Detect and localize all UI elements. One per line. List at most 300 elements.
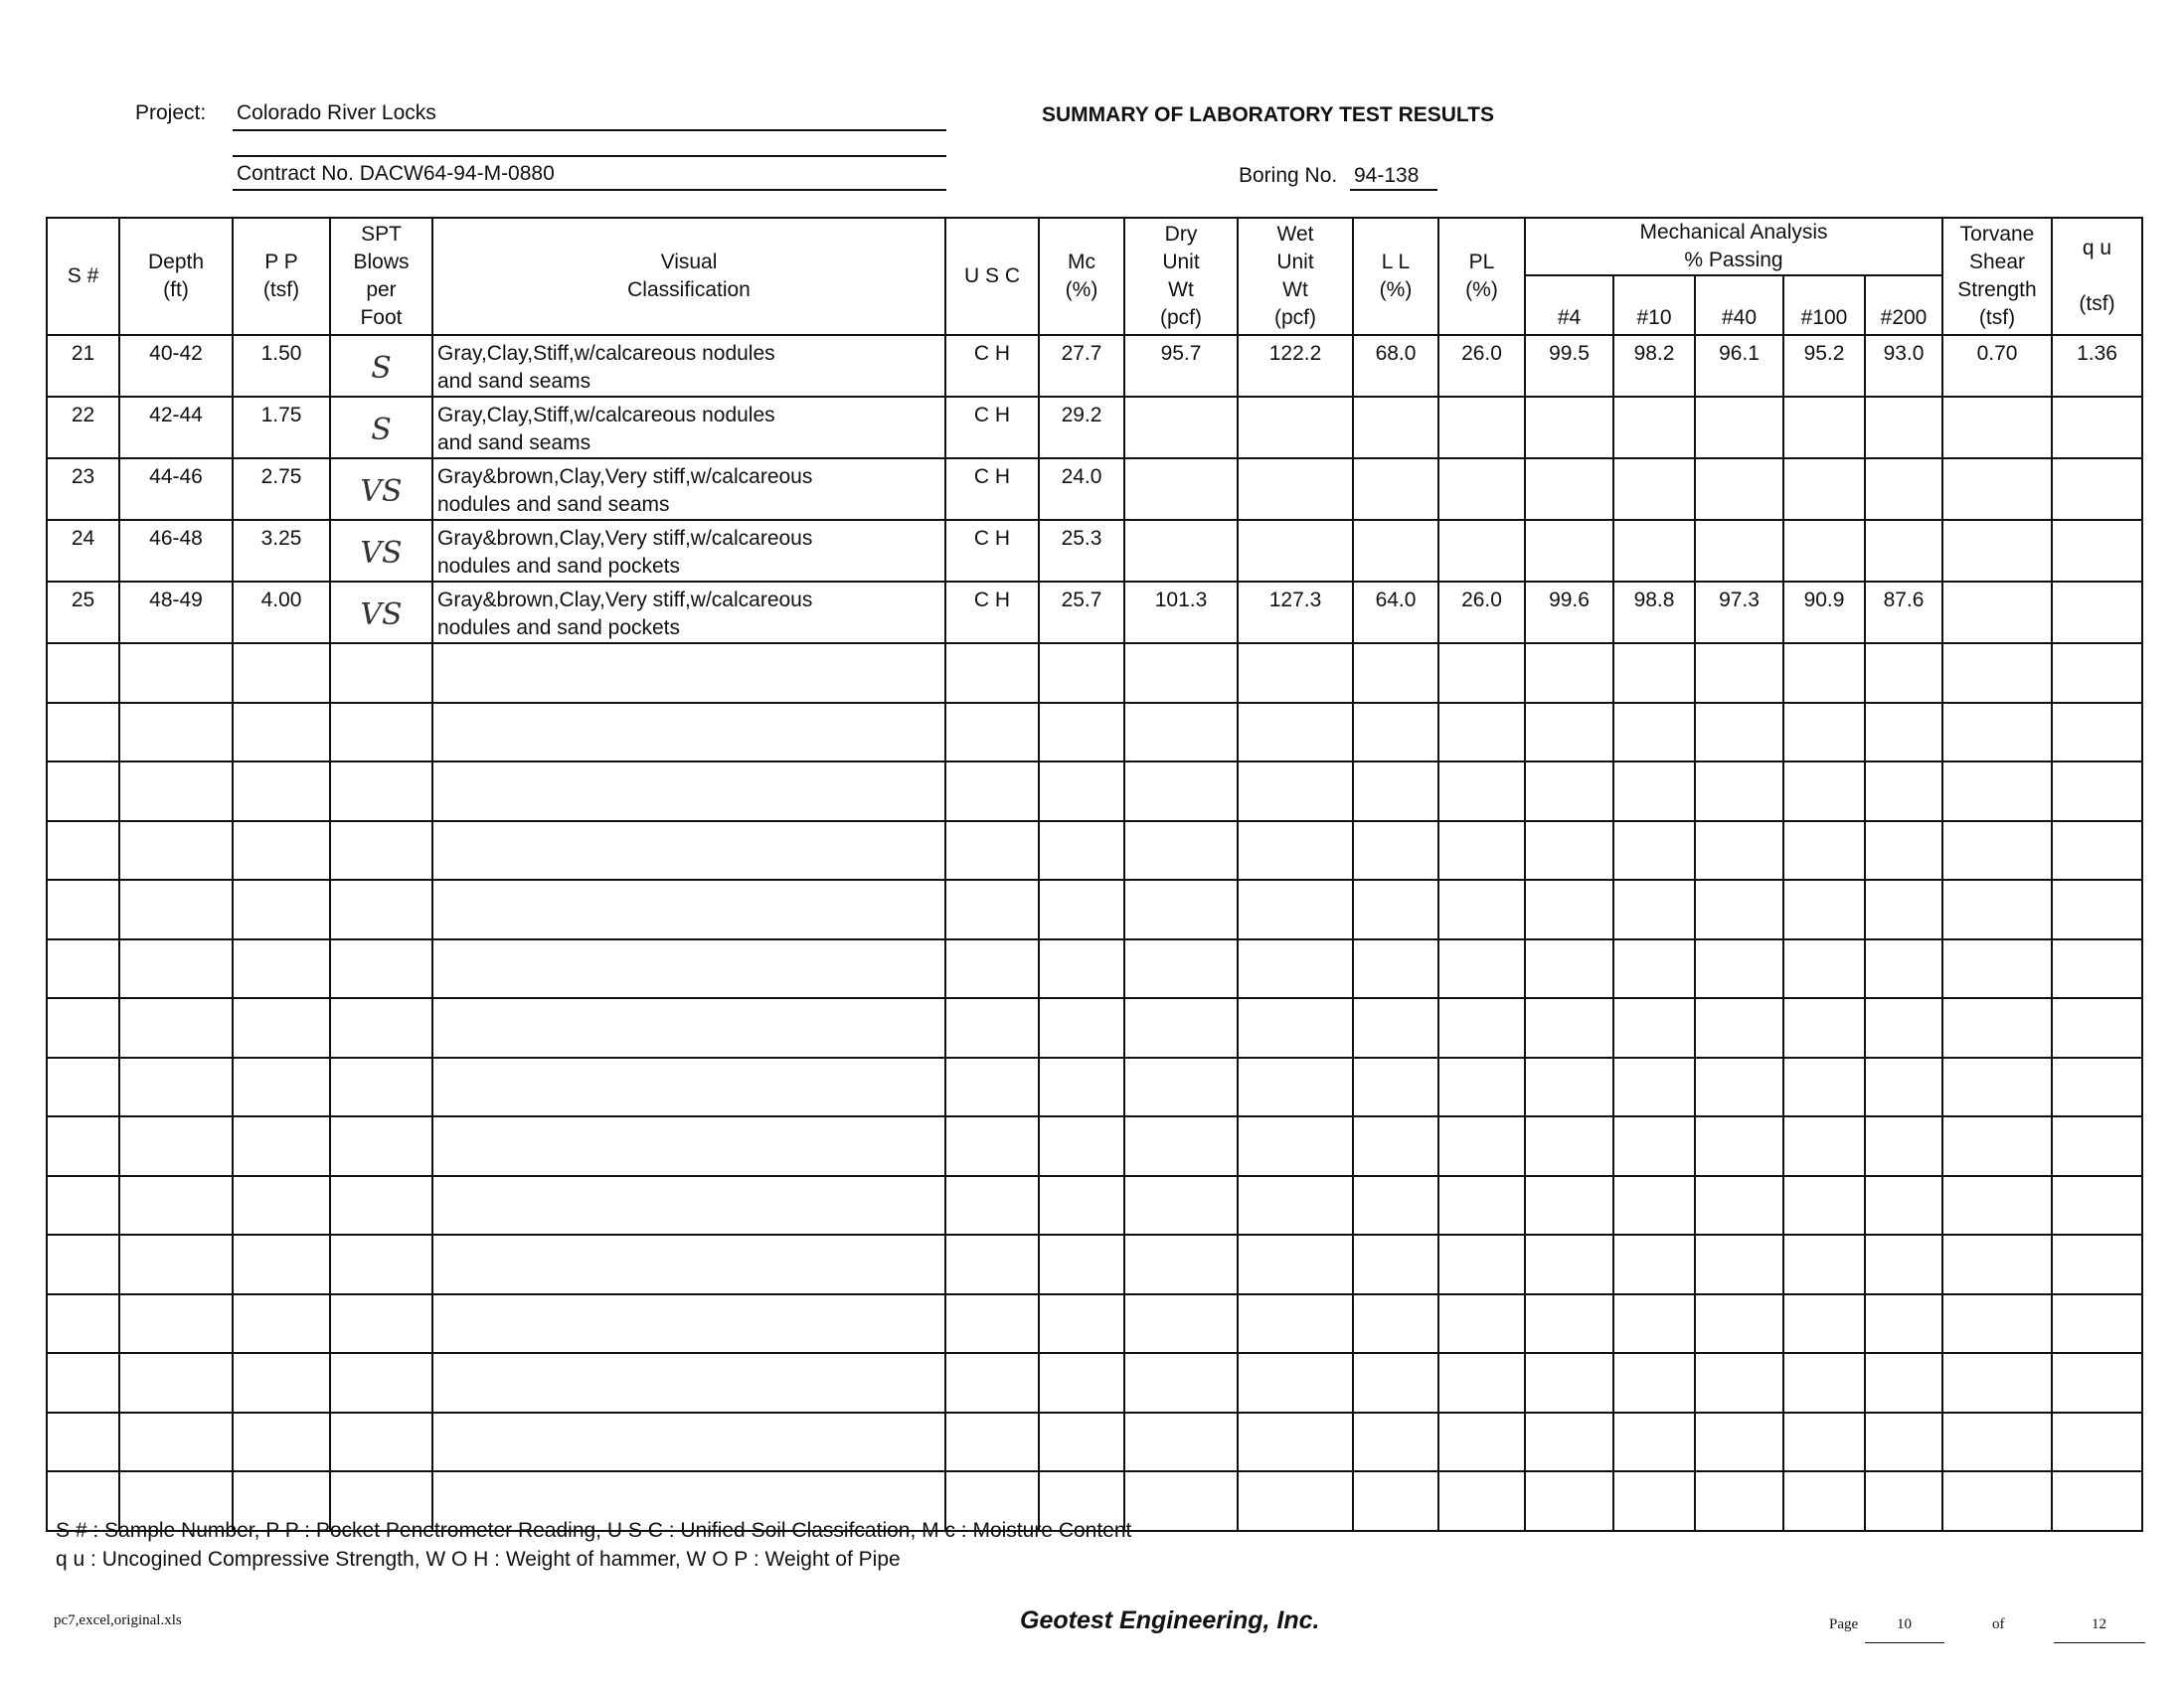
cell-sieve-40 bbox=[1695, 1058, 1783, 1117]
cell-sample bbox=[47, 1235, 119, 1294]
cell-mc bbox=[1039, 1116, 1124, 1176]
cell-qu bbox=[2052, 1471, 2142, 1531]
cell-sieve-10 bbox=[1613, 1294, 1695, 1354]
cell-sieve-100 bbox=[1783, 1471, 1865, 1531]
cell-qu bbox=[2052, 520, 2142, 582]
cell-spt: VS bbox=[330, 458, 432, 520]
cell-usc bbox=[945, 1176, 1039, 1236]
col-wet-l3: Wt bbox=[1282, 278, 1308, 301]
cell-sample bbox=[47, 1413, 119, 1472]
col-header-pp bbox=[233, 218, 330, 335]
visual-line: nodules and sand pockets bbox=[437, 555, 681, 578]
col-torvane-l1: Torvane bbox=[1959, 223, 2035, 246]
cell-sieve-40 bbox=[1695, 1413, 1783, 1472]
cell-sieve-4 bbox=[1525, 1058, 1613, 1117]
cell-sample: 21 bbox=[47, 335, 119, 397]
cell-visual bbox=[432, 1294, 945, 1354]
cell-torvane bbox=[1942, 397, 2052, 458]
col-header-torvane bbox=[1942, 218, 2052, 335]
cell-sieve-40 bbox=[1695, 880, 1783, 939]
table-row bbox=[47, 1058, 2142, 1117]
cell-wet-unit-wt bbox=[1238, 643, 1353, 703]
cell-pp bbox=[233, 703, 330, 762]
cell-sieve-10 bbox=[1613, 821, 1695, 881]
cell-sieve-200 bbox=[1865, 458, 1942, 520]
col-header-sieve-200: #200 bbox=[1865, 275, 1942, 335]
cell-ll bbox=[1353, 397, 1438, 458]
cell-ll bbox=[1353, 761, 1438, 821]
cell-usc bbox=[945, 703, 1039, 762]
cell-mc bbox=[1039, 821, 1124, 881]
cell-pl bbox=[1438, 703, 1525, 762]
cell-torvane bbox=[1942, 880, 2052, 939]
cell-ll: 64.0 bbox=[1353, 582, 1438, 643]
cell-dry-unit-wt bbox=[1124, 1413, 1238, 1472]
cell-wet-unit-wt bbox=[1238, 1235, 1353, 1294]
cell-sieve-100: 95.2 bbox=[1783, 335, 1865, 397]
col-usc-label: U S C bbox=[963, 264, 1020, 287]
cell-qu bbox=[2052, 458, 2142, 520]
cell-sieve-100 bbox=[1783, 761, 1865, 821]
cell-sieve-40: 97.3 bbox=[1695, 582, 1783, 643]
cell-visual bbox=[432, 335, 945, 397]
cell-wet-unit-wt bbox=[1238, 520, 1353, 582]
cell-mc bbox=[1039, 643, 1124, 703]
cell-wet-unit-wt bbox=[1238, 1413, 1353, 1472]
cell-sieve-200 bbox=[1865, 1176, 1942, 1236]
cell-sieve-4 bbox=[1525, 880, 1613, 939]
cell-sieve-100 bbox=[1783, 1294, 1865, 1354]
cell-sieve-100 bbox=[1783, 821, 1865, 881]
cell-qu: 1.36 bbox=[2052, 335, 2142, 397]
cell-usc bbox=[945, 1413, 1039, 1472]
col-header-qu bbox=[2052, 218, 2142, 335]
cell-sieve-40 bbox=[1695, 1176, 1783, 1236]
col-header-wet bbox=[1238, 218, 1353, 335]
cell-sieve-4 bbox=[1525, 1471, 1613, 1531]
cell-pp: 1.75 bbox=[233, 397, 330, 458]
cell-sieve-10 bbox=[1613, 1235, 1695, 1294]
cell-sieve-4 bbox=[1525, 939, 1613, 999]
cell-qu bbox=[2052, 1294, 2142, 1354]
cell-mc bbox=[1039, 1058, 1124, 1117]
col-ll-label: L L bbox=[1381, 251, 1411, 273]
cell-torvane bbox=[1942, 1058, 2052, 1117]
cell-usc bbox=[945, 761, 1039, 821]
cell-dry-unit-wt bbox=[1124, 1176, 1238, 1236]
cell-dry-unit-wt bbox=[1124, 939, 1238, 999]
cell-sieve-200 bbox=[1865, 1353, 1942, 1413]
cell-spt bbox=[330, 939, 432, 999]
cell-dry-unit-wt bbox=[1124, 397, 1238, 458]
cell-qu bbox=[2052, 939, 2142, 999]
legend-line-2: q u : Uncogined Compressive Strength, W O H : Weight of hammer, W O P : Weight of Pipe bbox=[56, 1548, 901, 1571]
cell-sieve-100 bbox=[1783, 520, 1865, 582]
cell-sieve-10 bbox=[1613, 1176, 1695, 1236]
cell-visual bbox=[432, 1353, 945, 1413]
cell-visual bbox=[432, 703, 945, 762]
visual-line: and sand seams bbox=[437, 431, 591, 454]
cell-pp bbox=[233, 643, 330, 703]
cell-pp: 4.00 bbox=[233, 582, 330, 643]
cell-sieve-200: 93.0 bbox=[1865, 335, 1942, 397]
col-torvane-l3: Strength bbox=[1957, 278, 2037, 301]
cell-wet-unit-wt bbox=[1238, 397, 1353, 458]
cell-sieve-40 bbox=[1695, 397, 1783, 458]
cell-pl bbox=[1438, 397, 1525, 458]
cell-sieve-10 bbox=[1613, 1471, 1695, 1531]
visual-line: Gray,Clay,Stiff,w/calcareous nodules bbox=[437, 342, 775, 365]
cell-pp bbox=[233, 821, 330, 881]
cell-wet-unit-wt: 122.2 bbox=[1238, 335, 1353, 397]
cell-sieve-4 bbox=[1525, 1176, 1613, 1236]
cell-qu bbox=[2052, 1353, 2142, 1413]
cell-depth: 42-44 bbox=[119, 397, 233, 458]
cell-spt bbox=[330, 1235, 432, 1294]
cell-sieve-100 bbox=[1783, 939, 1865, 999]
cell-qu bbox=[2052, 1235, 2142, 1294]
source-filename: pc7,excel,original.xls bbox=[54, 1612, 182, 1628]
page-total: 12 bbox=[2092, 1616, 2106, 1632]
cell-sieve-10 bbox=[1613, 643, 1695, 703]
cell-pp bbox=[233, 1235, 330, 1294]
boring-label: Boring No. bbox=[1239, 164, 1338, 187]
cell-dry-unit-wt bbox=[1124, 1058, 1238, 1117]
cell-pl: 26.0 bbox=[1438, 335, 1525, 397]
col-qu-unit: (tsf) bbox=[2079, 292, 2115, 315]
contract-number: Contract No. DACW64-94-M-0880 bbox=[237, 162, 555, 185]
cell-depth bbox=[119, 1235, 233, 1294]
cell-wet-unit-wt bbox=[1238, 761, 1353, 821]
cell-spt bbox=[330, 1058, 432, 1117]
cell-spt bbox=[330, 880, 432, 939]
cell-dry-unit-wt bbox=[1124, 520, 1238, 582]
cell-visual bbox=[432, 1235, 945, 1294]
cell-pl bbox=[1438, 1235, 1525, 1294]
cell-ll bbox=[1353, 1176, 1438, 1236]
cell-sieve-10 bbox=[1613, 458, 1695, 520]
col-wet-l4: (pcf) bbox=[1274, 306, 1316, 329]
cell-sieve-4 bbox=[1525, 643, 1613, 703]
cell-spt: VS bbox=[330, 582, 432, 643]
cell-depth: 40-42 bbox=[119, 335, 233, 397]
cell-qu bbox=[2052, 998, 2142, 1058]
col-spt-l4: Foot bbox=[360, 306, 403, 329]
cell-dry-unit-wt bbox=[1124, 458, 1238, 520]
cell-sieve-4 bbox=[1525, 520, 1613, 582]
cell-wet-unit-wt bbox=[1238, 1058, 1353, 1117]
cell-ll bbox=[1353, 458, 1438, 520]
col-mc-label: Mc bbox=[1068, 251, 1095, 273]
table-row bbox=[47, 1353, 2142, 1413]
cell-sieve-4 bbox=[1525, 1353, 1613, 1413]
cell-sample bbox=[47, 939, 119, 999]
cell-sieve-200 bbox=[1865, 520, 1942, 582]
col-s-label: S # bbox=[67, 264, 99, 287]
cell-mc bbox=[1039, 761, 1124, 821]
cell-wet-unit-wt bbox=[1238, 1294, 1353, 1354]
cell-torvane bbox=[1942, 1294, 2052, 1354]
cell-pl bbox=[1438, 1413, 1525, 1472]
cell-sieve-10 bbox=[1613, 880, 1695, 939]
cell-torvane bbox=[1942, 821, 2052, 881]
cell-visual bbox=[432, 397, 945, 458]
page-total-underline bbox=[2054, 1642, 2145, 1643]
table-row bbox=[47, 939, 2142, 999]
cell-torvane bbox=[1942, 761, 2052, 821]
cell-pl bbox=[1438, 1176, 1525, 1236]
cell-sieve-4: 99.6 bbox=[1525, 582, 1613, 643]
cell-pl bbox=[1438, 939, 1525, 999]
cell-dry-unit-wt bbox=[1124, 1235, 1238, 1294]
cell-mc bbox=[1039, 939, 1124, 999]
table-row bbox=[47, 880, 2142, 939]
cell-sieve-4 bbox=[1525, 703, 1613, 762]
cell-depth bbox=[119, 821, 233, 881]
cell-ll bbox=[1353, 1413, 1438, 1472]
cell-pp bbox=[233, 761, 330, 821]
cell-pp bbox=[233, 1353, 330, 1413]
cell-sieve-40 bbox=[1695, 761, 1783, 821]
cell-pp bbox=[233, 1413, 330, 1472]
cell-sieve-100 bbox=[1783, 1058, 1865, 1117]
boring-number: 94-138 bbox=[1354, 164, 1420, 187]
cell-spt: S bbox=[330, 397, 432, 458]
cell-sieve-4 bbox=[1525, 458, 1613, 520]
cell-sieve-200 bbox=[1865, 397, 1942, 458]
cell-usc bbox=[945, 1235, 1039, 1294]
cell-visual bbox=[432, 761, 945, 821]
cell-wet-unit-wt bbox=[1238, 1471, 1353, 1531]
cell-ll bbox=[1353, 821, 1438, 881]
lab-results-table bbox=[46, 217, 2143, 1532]
col-visual-l1: Visual bbox=[660, 251, 718, 273]
cell-spt: VS bbox=[330, 520, 432, 582]
cell-dry-unit-wt bbox=[1124, 1294, 1238, 1354]
cell-sample bbox=[47, 1176, 119, 1236]
cell-sieve-4 bbox=[1525, 761, 1613, 821]
cell-ll bbox=[1353, 1235, 1438, 1294]
cell-sample: 24 bbox=[47, 520, 119, 582]
cell-ll bbox=[1353, 1116, 1438, 1176]
cell-usc bbox=[945, 643, 1039, 703]
cell-torvane: 0.70 bbox=[1942, 335, 2052, 397]
cell-torvane bbox=[1942, 458, 2052, 520]
cell-pl: 26.0 bbox=[1438, 582, 1525, 643]
cell-pl bbox=[1438, 821, 1525, 881]
col-header-mc bbox=[1039, 218, 1124, 335]
cell-visual bbox=[432, 1413, 945, 1472]
cell-sample bbox=[47, 821, 119, 881]
cell-dry-unit-wt bbox=[1124, 643, 1238, 703]
cell-ll bbox=[1353, 643, 1438, 703]
table-row bbox=[47, 998, 2142, 1058]
cell-sieve-200 bbox=[1865, 643, 1942, 703]
cell-pl bbox=[1438, 458, 1525, 520]
cell-sieve-10 bbox=[1613, 1058, 1695, 1117]
col-spt-l1: SPT bbox=[361, 223, 402, 246]
cell-wet-unit-wt: 127.3 bbox=[1238, 582, 1353, 643]
cell-sieve-200 bbox=[1865, 1058, 1942, 1117]
cell-qu bbox=[2052, 643, 2142, 703]
col-pp-label: P P bbox=[264, 251, 298, 273]
cell-dry-unit-wt bbox=[1124, 1116, 1238, 1176]
cell-sieve-100 bbox=[1783, 1353, 1865, 1413]
visual-line: and sand seams bbox=[437, 370, 591, 393]
cell-sieve-40 bbox=[1695, 1353, 1783, 1413]
cell-pl bbox=[1438, 1471, 1525, 1531]
cell-sieve-100 bbox=[1783, 1176, 1865, 1236]
cell-wet-unit-wt bbox=[1238, 1116, 1353, 1176]
table-row bbox=[47, 520, 2142, 582]
cell-torvane bbox=[1942, 582, 2052, 643]
cell-sieve-4 bbox=[1525, 1235, 1613, 1294]
cell-sample bbox=[47, 1353, 119, 1413]
cell-mc bbox=[1039, 1176, 1124, 1236]
col-wet-l2: Unit bbox=[1276, 251, 1314, 273]
cell-torvane bbox=[1942, 703, 2052, 762]
cell-torvane bbox=[1942, 1235, 2052, 1294]
cell-torvane bbox=[1942, 643, 2052, 703]
cell-dry-unit-wt: 95.7 bbox=[1124, 335, 1238, 397]
col-dry-l3: Wt bbox=[1168, 278, 1194, 301]
col-header-sieve-100: #100 bbox=[1783, 275, 1865, 335]
cell-sieve-10 bbox=[1613, 939, 1695, 999]
cell-dry-unit-wt bbox=[1124, 761, 1238, 821]
col-mech-l2: % Passing bbox=[1684, 249, 1783, 271]
cell-sieve-10 bbox=[1613, 397, 1695, 458]
cell-pl bbox=[1438, 1353, 1525, 1413]
col-header-ll bbox=[1353, 218, 1438, 335]
cell-ll bbox=[1353, 1058, 1438, 1117]
col-qu-label: q u bbox=[2082, 237, 2112, 259]
cell-sieve-40 bbox=[1695, 998, 1783, 1058]
cell-usc: C H bbox=[945, 335, 1039, 397]
cell-pp bbox=[233, 1116, 330, 1176]
cell-ll bbox=[1353, 880, 1438, 939]
cell-depth bbox=[119, 1116, 233, 1176]
cell-mc bbox=[1039, 880, 1124, 939]
cell-pp bbox=[233, 1176, 330, 1236]
cell-dry-unit-wt bbox=[1124, 998, 1238, 1058]
cell-dry-unit-wt bbox=[1124, 703, 1238, 762]
visual-line: Gray&brown,Clay,Very stiff,w/calcareous bbox=[437, 465, 813, 488]
col-dry-l1: Dry bbox=[1164, 223, 1198, 246]
cell-depth: 48-49 bbox=[119, 582, 233, 643]
cell-depth bbox=[119, 880, 233, 939]
col-mech-l1: Mechanical Analysis bbox=[1639, 221, 1828, 244]
cell-usc bbox=[945, 1116, 1039, 1176]
cell-pl bbox=[1438, 761, 1525, 821]
cell-sample bbox=[47, 703, 119, 762]
cell-sieve-100 bbox=[1783, 1413, 1865, 1472]
page-number: 10 bbox=[1897, 1616, 1912, 1632]
cell-sample bbox=[47, 880, 119, 939]
project-underline-2 bbox=[233, 155, 946, 157]
cell-sieve-200 bbox=[1865, 998, 1942, 1058]
project-value: Colorado River Locks bbox=[237, 101, 436, 124]
cell-visual bbox=[432, 520, 945, 582]
cell-mc bbox=[1039, 1294, 1124, 1354]
cell-spt bbox=[330, 821, 432, 881]
cell-dry-unit-wt bbox=[1124, 821, 1238, 881]
page-label: Page bbox=[1829, 1616, 1859, 1632]
cell-pl bbox=[1438, 643, 1525, 703]
visual-line: nodules and sand seams bbox=[437, 493, 670, 516]
col-header-sieve-10: #10 bbox=[1613, 275, 1695, 335]
cell-torvane bbox=[1942, 939, 2052, 999]
table-row bbox=[47, 397, 2142, 458]
cell-wet-unit-wt bbox=[1238, 1176, 1353, 1236]
cell-ll bbox=[1353, 998, 1438, 1058]
cell-sieve-100 bbox=[1783, 703, 1865, 762]
boring-underline bbox=[1350, 189, 1437, 191]
cell-depth: 46-48 bbox=[119, 520, 233, 582]
cell-sieve-4 bbox=[1525, 998, 1613, 1058]
cell-qu bbox=[2052, 1176, 2142, 1236]
cell-sieve-4 bbox=[1525, 821, 1613, 881]
cell-pp bbox=[233, 1294, 330, 1354]
cell-spt bbox=[330, 703, 432, 762]
cell-sample bbox=[47, 761, 119, 821]
cell-sieve-200: 87.6 bbox=[1865, 582, 1942, 643]
cell-sieve-200 bbox=[1865, 1413, 1942, 1472]
cell-spt bbox=[330, 643, 432, 703]
cell-sieve-100 bbox=[1783, 880, 1865, 939]
cell-sample: 23 bbox=[47, 458, 119, 520]
cell-ll bbox=[1353, 1294, 1438, 1354]
cell-torvane bbox=[1942, 1471, 2052, 1531]
col-mc-unit: (%) bbox=[1065, 278, 1098, 301]
cell-wet-unit-wt bbox=[1238, 939, 1353, 999]
cell-usc: C H bbox=[945, 458, 1039, 520]
cell-mc: 25.7 bbox=[1039, 582, 1124, 643]
col-dry-l4: (pcf) bbox=[1160, 306, 1202, 329]
cell-ll bbox=[1353, 520, 1438, 582]
cell-sieve-100 bbox=[1783, 1235, 1865, 1294]
cell-sieve-40 bbox=[1695, 520, 1783, 582]
cell-sieve-200 bbox=[1865, 821, 1942, 881]
cell-sieve-40: 96.1 bbox=[1695, 335, 1783, 397]
cell-ll: 68.0 bbox=[1353, 335, 1438, 397]
cell-pp: 1.50 bbox=[233, 335, 330, 397]
cell-usc: C H bbox=[945, 520, 1039, 582]
cell-depth bbox=[119, 1413, 233, 1472]
cell-visual bbox=[432, 939, 945, 999]
cell-depth bbox=[119, 1353, 233, 1413]
cell-wet-unit-wt bbox=[1238, 1353, 1353, 1413]
cell-sieve-200 bbox=[1865, 761, 1942, 821]
table-row bbox=[47, 458, 2142, 520]
cell-sieve-100 bbox=[1783, 397, 1865, 458]
page-number-underline bbox=[1865, 1642, 1944, 1643]
cell-pl bbox=[1438, 520, 1525, 582]
col-header-pl bbox=[1438, 218, 1525, 335]
cell-sieve-10 bbox=[1613, 761, 1695, 821]
cell-mc: 25.3 bbox=[1039, 520, 1124, 582]
cell-usc bbox=[945, 998, 1039, 1058]
cell-ll bbox=[1353, 939, 1438, 999]
cell-usc: C H bbox=[945, 582, 1039, 643]
cell-sieve-4: 99.5 bbox=[1525, 335, 1613, 397]
cell-pp: 2.75 bbox=[233, 458, 330, 520]
table-row bbox=[47, 821, 2142, 881]
cell-sample bbox=[47, 1058, 119, 1117]
cell-sieve-10 bbox=[1613, 520, 1695, 582]
col-header-visual bbox=[432, 218, 945, 335]
col-pl-unit: (%) bbox=[1465, 278, 1498, 301]
cell-spt: S bbox=[330, 335, 432, 397]
